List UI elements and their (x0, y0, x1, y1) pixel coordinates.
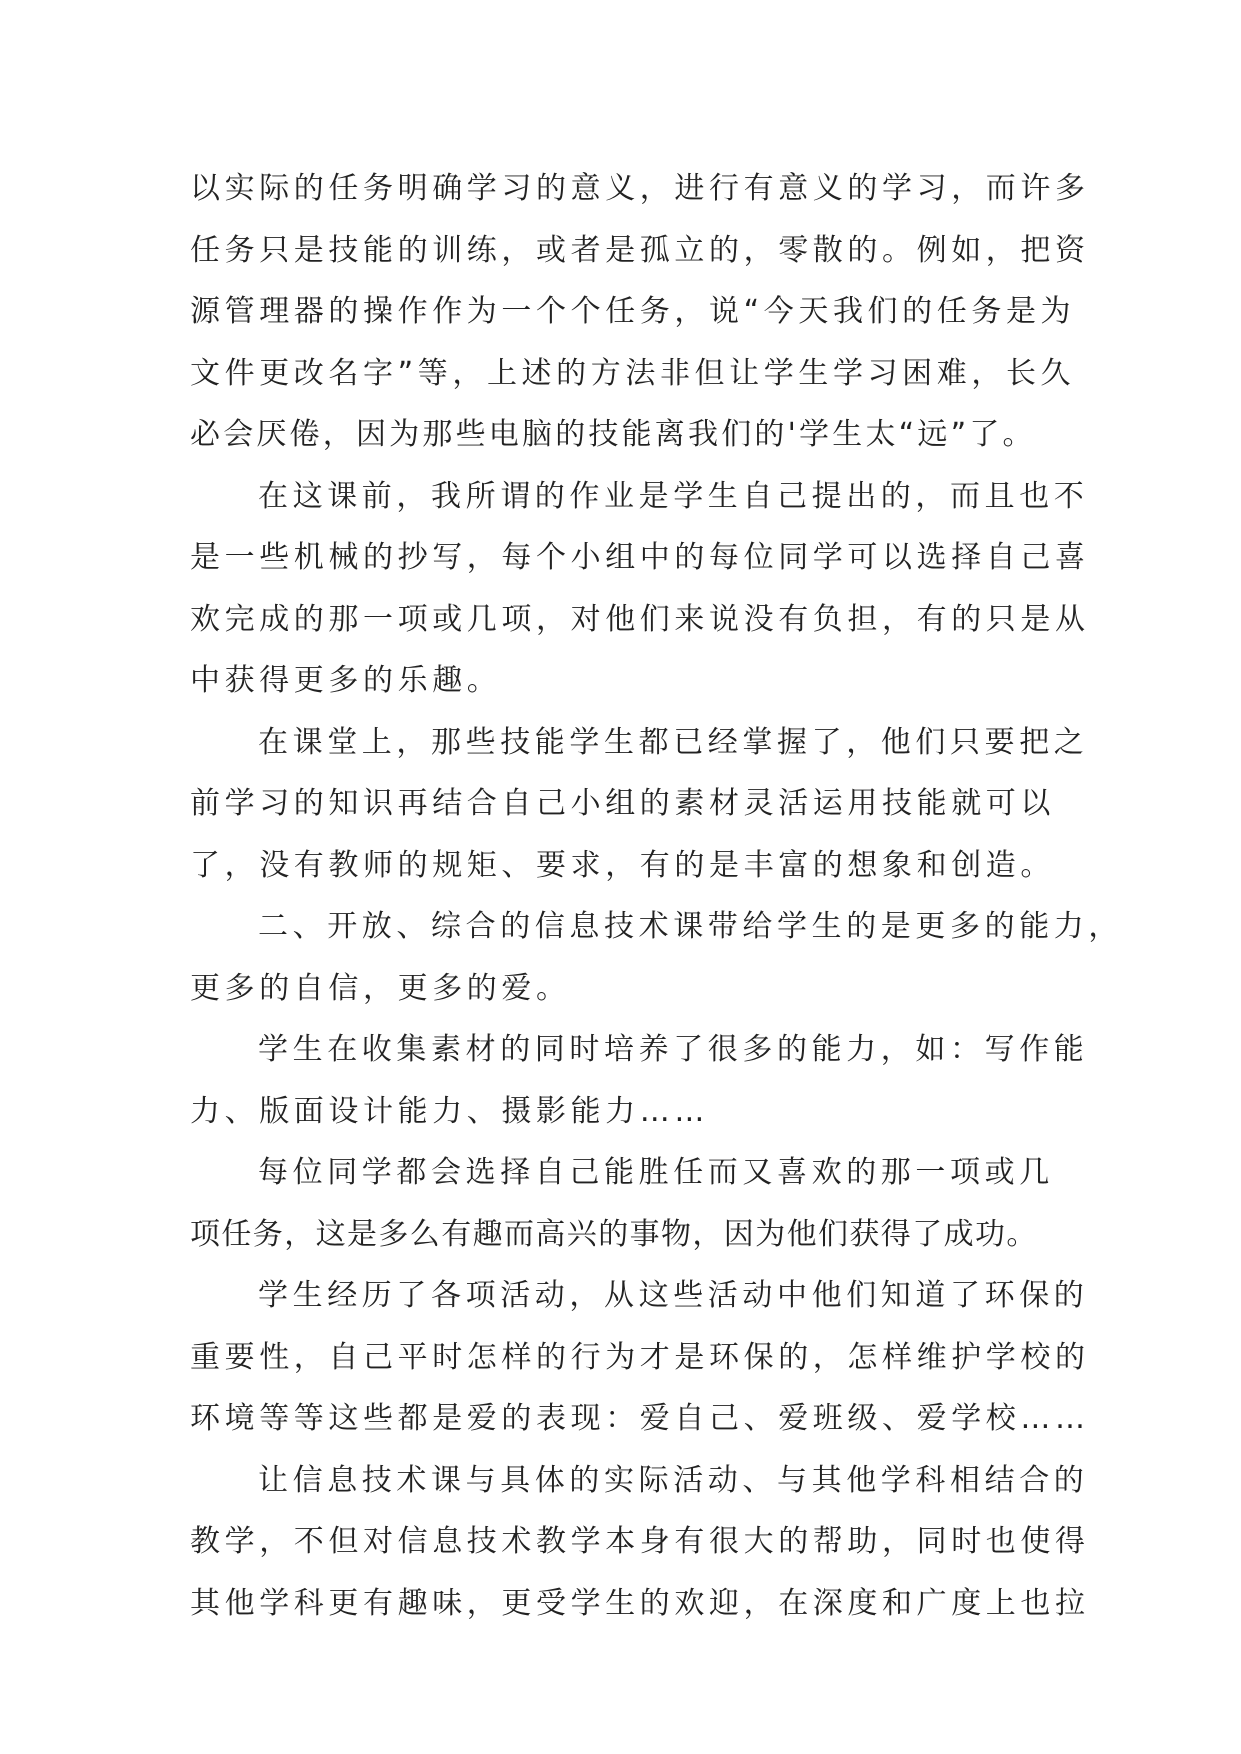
text-line: 更多的自信，更多的爱。 (190, 970, 571, 1006)
text-line: 项任务，这是多么有趣而高兴的事物，因为他们获得了成功。 (190, 1216, 1038, 1252)
text-line: 其他学科更有趣味，更受学生的欢迎，在深度和广度上也拉 (190, 1585, 1090, 1621)
text-line: 是一些机械的抄写，每个小组中的每位同学可以选择自己喜 (190, 540, 1090, 575)
paragraph-start-line: 二、开放、综合的信息技术课带给学生的是更多的能力， (258, 909, 1123, 944)
document-body (190, 158, 1123, 1634)
text-line: 重要性，自己平时怎样的行为才是环保的，怎样维护学校的 (190, 1339, 1090, 1375)
text-line: 中获得更多的乐趣。 (190, 663, 502, 698)
paragraph-start-line: 让信息技术课与具体的实际活动、与其他学科相结合的 (258, 1462, 1089, 1498)
paragraph-start-line: 学生经历了各项活动，从这些活动中他们知道了环保的 (258, 1278, 1089, 1313)
paragraph-start-line: 在这课前，我所谓的作业是学生自己提出的，而且也不 (258, 478, 1089, 514)
text-line: 文件更改名字”等，上述的方法非但让学生学习困难，长久 (190, 355, 1076, 391)
text-line: 以实际的任务明确学习的意义，进行有意义的学习，而许多 (190, 171, 1090, 206)
text-line: 力、版面设计能力、摄影能力…… (190, 1093, 709, 1129)
text-line: 了，没有教师的规矩、要求，有的是丰富的想象和创造。 (190, 847, 1055, 883)
text-line: 教学，不但对信息技术教学本身有很大的帮助，同时也使得 (190, 1524, 1090, 1559)
text-line: 必会厌倦，因为那些电脑的技能离我们的'学生太“远”了。 (190, 417, 1036, 452)
text-line: 源管理器的操作作为一个个任务，说“今天我们的任务是为 (190, 294, 1076, 329)
paragraph-start-line: 每位同学都会选择自己能胜任而又喜欢的那一项或几 (258, 1155, 1054, 1190)
paragraph-start-line: 学生在收集素材的同时培养了很多的能力，如：写作能 (258, 1032, 1089, 1067)
text-line: 环境等等这些都是爱的表现：爱自己、爱班级、爱学校…… (190, 1401, 1090, 1436)
paragraph-start-line: 在课堂上，那些技能学生都已经掌握了，他们只要把之 (258, 724, 1089, 760)
text-line: 欢完成的那一项或几项，对他们来说没有负担，有的只是从 (190, 601, 1090, 637)
text-line: 任务只是技能的训练，或者是孤立的，零散的。例如，把资 (190, 232, 1090, 268)
text-line: 前学习的知识再结合自己小组的素材灵活运用技能就可以 (190, 786, 1055, 821)
